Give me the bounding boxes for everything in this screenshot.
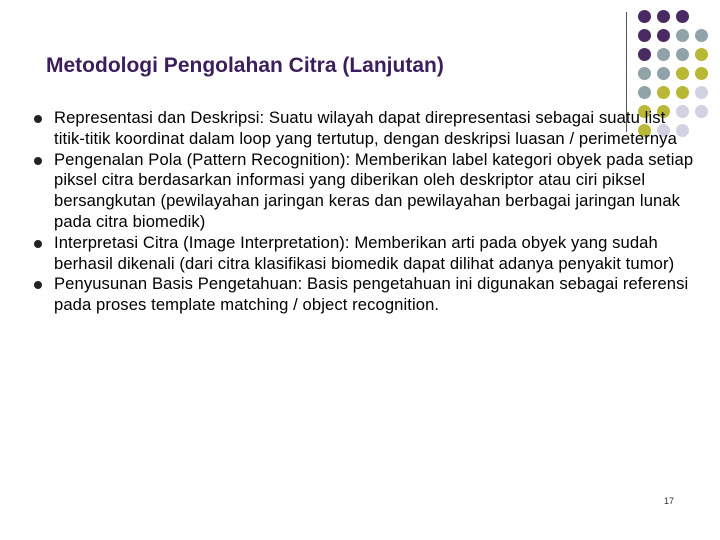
decorative-dot	[638, 48, 651, 61]
bullet-list	[34, 108, 694, 316]
slide-title: Metodologi Pengolahan Citra (Lanjutan)	[46, 54, 444, 77]
decorative-dot	[657, 67, 670, 80]
bullet-icon	[34, 240, 42, 248]
bullet-item	[34, 233, 694, 275]
bullet-icon	[34, 157, 42, 165]
decorative-dot	[657, 10, 670, 23]
decorative-dot	[676, 29, 689, 42]
decorative-dot	[695, 67, 708, 80]
decorative-dot	[676, 10, 689, 23]
bullet-icon	[34, 281, 42, 289]
page-number: 17	[664, 496, 675, 506]
decorative-dot	[695, 29, 708, 42]
decorative-dot	[695, 10, 708, 23]
decorative-dot	[657, 86, 670, 99]
decorative-dot	[695, 48, 708, 61]
decorative-dot	[657, 48, 670, 61]
decorative-dot	[676, 67, 689, 80]
decorative-dot	[638, 29, 651, 42]
decorative-dot	[695, 86, 708, 99]
decorative-dot	[695, 124, 708, 137]
decorative-dot	[657, 29, 670, 42]
bullet-icon	[34, 115, 42, 123]
decorative-dot	[638, 10, 651, 23]
decorative-dot	[676, 48, 689, 61]
bullet-text: Interpretasi Citra (Image Interpretation): Memberikan arti pada obyek yang sudah berhasil dikenali (dari citra klasifikasi biomedik dapat dilihat adanya penyakit tumor)	[54, 232, 675, 273]
decorative-dot	[695, 105, 708, 118]
bullet-item	[34, 274, 694, 316]
decorative-dot	[676, 86, 689, 99]
bullet-text: Pengenalan Pola (Pattern Recognition): Memberikan label kategori obyek pada setiap piksel citra berdasarkan informasi yang diberikan oleh deskriptor atau ciri piksel bersangkutan (pewilayahan jaringan keras dan pewilayahan berbagai jaringan lunak pada citra biomedik)	[54, 149, 694, 231]
bullet-item	[34, 108, 694, 150]
bullet-text: Penyusunan Basis Pengetahuan: Basis pengetahuan ini digunakan sebagai referensi pada proses template matching / object recognition.	[54, 274, 689, 315]
decorative-dot	[638, 86, 651, 99]
decorative-dot	[638, 67, 651, 80]
bullet-item	[34, 150, 694, 233]
bullet-text: Representasi dan Deskripsi: Suatu wilayah dapat direpresentasi sebagai suatu list titik-titik koordinat dalam loop yang tertutup, dengan deskripsi luasan / perimeternya	[54, 108, 677, 148]
